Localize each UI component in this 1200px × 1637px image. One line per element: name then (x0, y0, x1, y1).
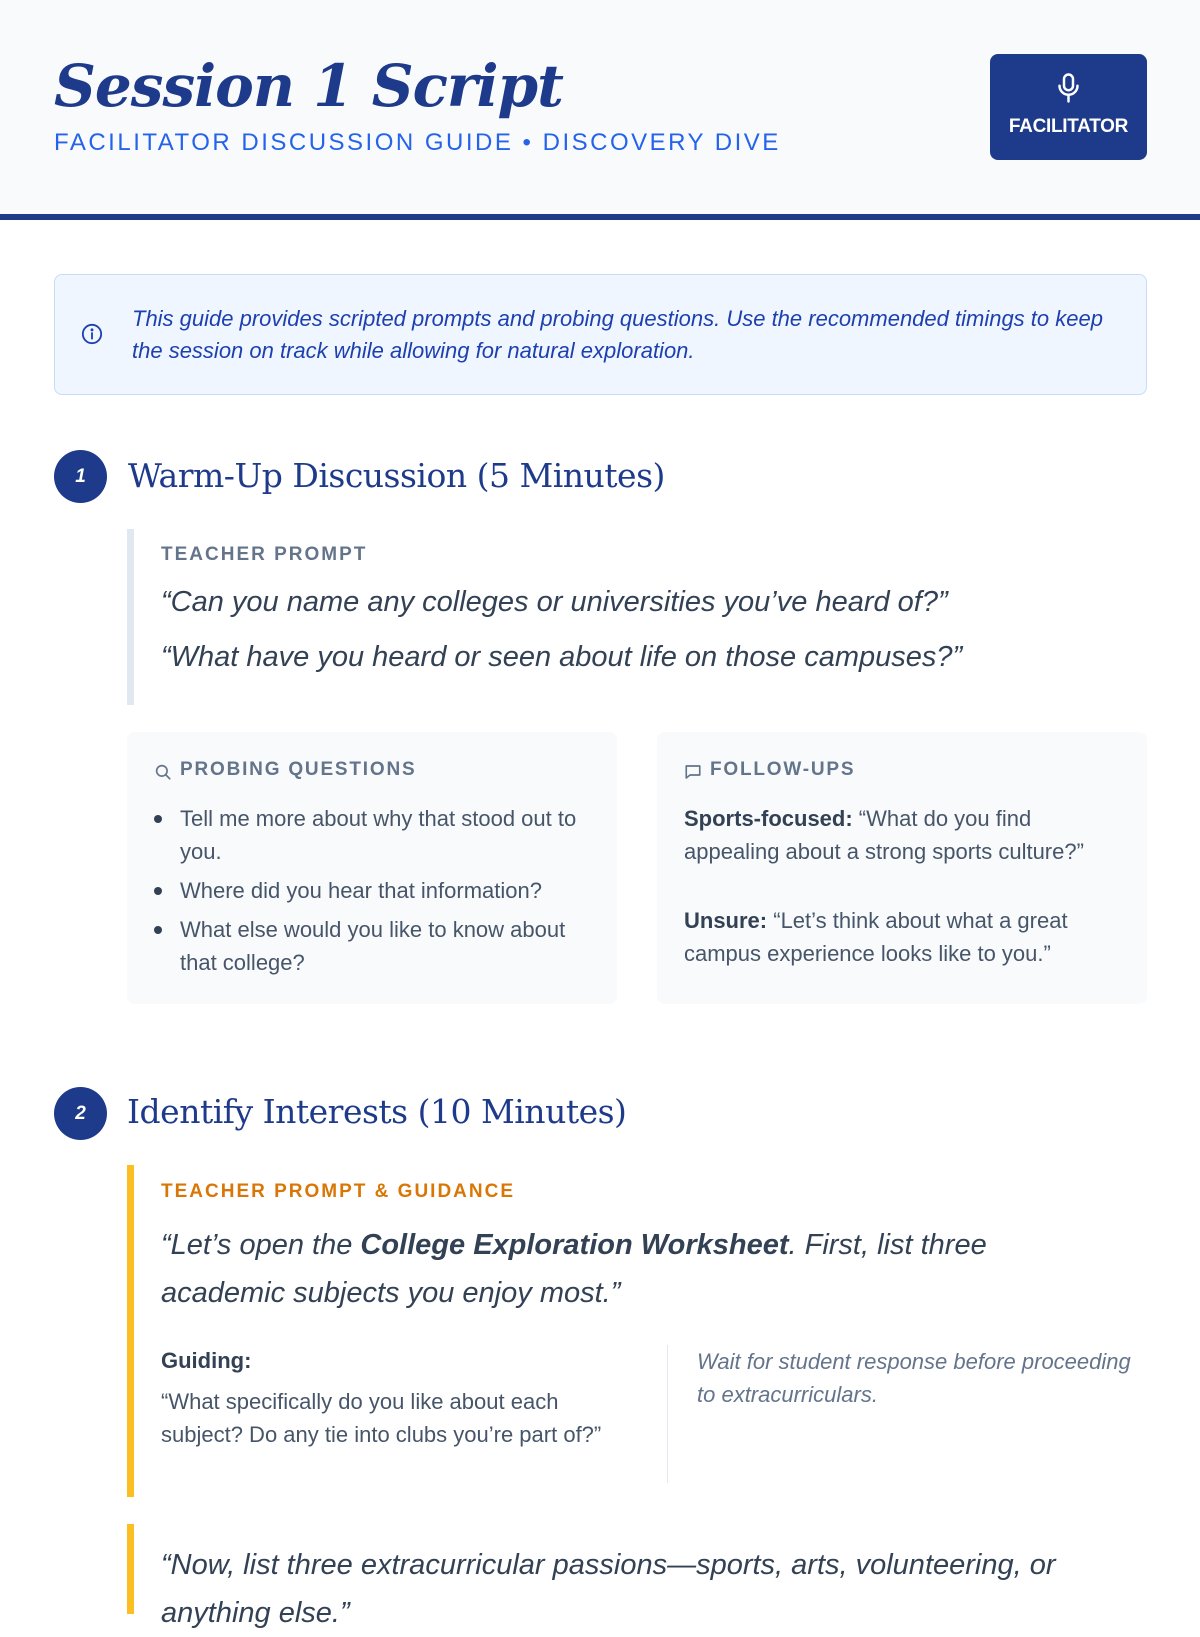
follow-up-label: Unsure: (684, 908, 768, 933)
teacher-prompt-2 (161, 1181, 1141, 1317)
list-item: Where did you hear that information? (154, 874, 594, 907)
facilitator-badge (990, 54, 1147, 160)
quote-text: “Let’s open the (161, 1229, 361, 1261)
badge-label: FACILITATOR (1008, 116, 1129, 137)
prompt-quote (161, 1221, 1101, 1317)
guiding-text: “What specifically do you like about each subject? Do any tie into clubs you’re part of?” (161, 1389, 602, 1447)
quote-text: . First, list three academic subjects you enjoy most.” (161, 1229, 987, 1309)
section-number-1: 1 (54, 450, 107, 503)
info-text: This guide provides scripted prompts and probing questions. Use the recommended timings to keep the session on track while allowing for natural exploration. (132, 306, 1103, 363)
guidance-bar (127, 1165, 134, 1497)
page-subtitle: FACILITATOR DISCUSSION GUIDE • DISCOVERY DIVE (54, 129, 781, 156)
follow-up-item (684, 904, 1124, 970)
section-title-1: Warm-Up Discussion (5 Minutes) (128, 456, 665, 495)
chat-bubble-icon (684, 763, 702, 781)
follow-up-label: Sports-focused: (684, 806, 853, 831)
list-item: What else would you like to know about that college? (154, 913, 594, 979)
follow-ups-card (657, 732, 1147, 1004)
page-header (0, 0, 1200, 220)
search-icon (154, 763, 172, 781)
list-item: Tell me more about why that stood out to you. (154, 802, 594, 868)
probing-questions-card (127, 732, 617, 1004)
prompt-quote: “Can you name any colleges or universities you’ve heard of?” (161, 586, 948, 618)
microphone-icon (1055, 72, 1082, 104)
page-title: Session 1 Script (54, 52, 563, 120)
section-number-2: 2 (54, 1087, 107, 1140)
wait-note: Wait for student response before proceeding to extracurriculars. (697, 1349, 1131, 1407)
divider (667, 1345, 668, 1483)
prompt-label: TEACHER PROMPT & GUIDANCE (161, 1181, 516, 1202)
guiding-label: Guiding: (161, 1348, 252, 1373)
prompt-quote: “What have you heard or seen about life on those campuses?” (161, 641, 963, 673)
info-callout (54, 274, 1147, 395)
follow-up-item (684, 802, 1124, 868)
worksheet-name: College Exploration Worksheet (360, 1229, 789, 1261)
teacher-prompt-1 (161, 544, 1141, 674)
follow-up-text: “What do you find appealing about a strong sports culture?” (684, 806, 1084, 864)
prompt-bar (127, 529, 134, 705)
follow-up-text: “Let’s think about what a great campus experience looks like to you.” (684, 908, 1068, 966)
probing-list (154, 802, 594, 985)
card-title: PROBING QUESTIONS (180, 759, 417, 780)
card-title: FOLLOW-UPS (710, 759, 856, 780)
prompt-label: TEACHER PROMPT (161, 544, 368, 565)
info-circle-icon (81, 323, 103, 345)
section-title-2: Identify Interests (10 Minutes) (127, 1092, 627, 1131)
prompt-quote: “Now, list three extracurricular passions—sports, arts, volunteering, or anything else.” (161, 1549, 1056, 1629)
guidance-bar (127, 1524, 134, 1614)
